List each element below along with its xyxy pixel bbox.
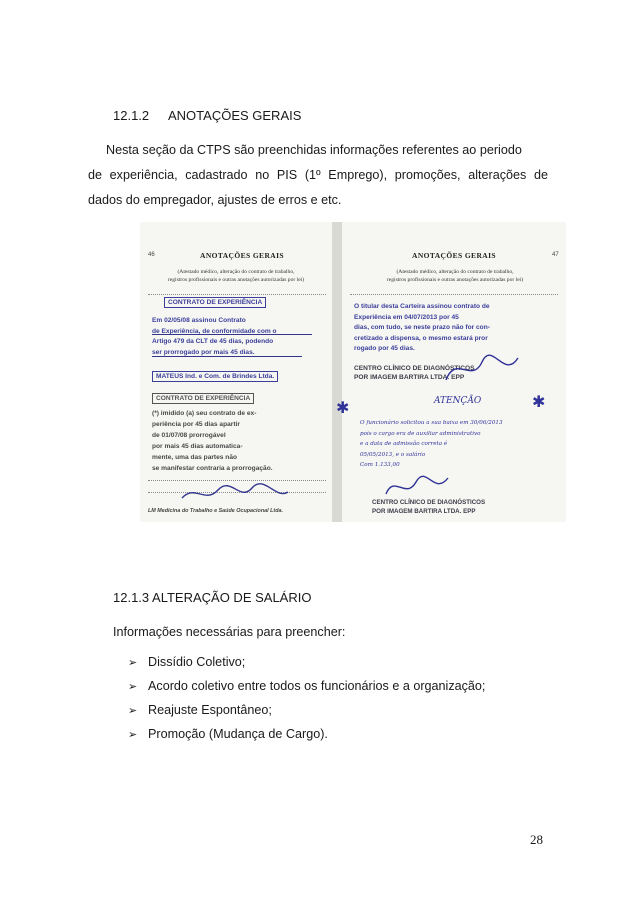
section-paragraph (88, 138, 548, 213)
asterisk-mark: ✱ (336, 398, 350, 417)
asterisk-mark: ✱ (532, 392, 546, 411)
experience-contract-stamp: O titular desta Carteira assinou contrato de Experiência em 04/07/2013 por 45 dias, com tudo, se neste prazo não for con- cretizado a dispensa, o mesmo estará pror rogado por 45 dias. (354, 303, 490, 353)
right-page-number: 47 (552, 252, 559, 258)
signature-squiggle (180, 480, 290, 506)
right-page-subtitle: (Atestado médico, alteração do contrato de trabalho, registros profissionais e outras anotações autorizadas por lei) (386, 269, 524, 283)
list-item: ➢ Reajuste Espontâneo; (128, 698, 485, 722)
section-number: 12.1.2 (113, 108, 150, 123)
paragraph-line: de experiência, cadastrado no PIS (1º Emprego), promoções, alterações de (88, 168, 548, 182)
salary-change-list (128, 650, 485, 746)
paragraph-line: Nesta seção da CTPS são preenchidas informações referentes ao periodo (106, 143, 522, 157)
right-arrowhead-icon: ➢ (128, 657, 138, 669)
left-page-title: ANOTAÇÕES GERAIS (200, 251, 284, 260)
list-item: ➢ Promoção (Mudança de Cargo). (128, 722, 485, 746)
signature-squiggle (442, 350, 522, 390)
list-item: ➢ Dissídio Coletivo; (128, 650, 485, 674)
right-arrowhead-icon: ➢ (128, 729, 138, 741)
right-arrowhead-icon: ➢ (128, 705, 138, 717)
paragraph-line: dados do empregador, ajustes de erros e etc. (88, 193, 342, 207)
clinic-stamp: CENTRO CLÍNICO DE DIAGNÓSTICOS POR IMAGEM BARTIRA LTDA. EPP (354, 365, 475, 381)
booklet-spine (332, 222, 342, 522)
company-stamp: MATEUS Ind. e Com. de Brindes Ltda. (152, 372, 278, 383)
page-number: 28 (530, 832, 543, 847)
section-title: ANOTAÇÕES GERAIS (168, 108, 302, 123)
contract-stamp: Em 02/05/08 assinou Contrato de Experiência, de conformidade com o Artigo 479 da CLT de 45 dias, podendo ser prorrogado por mais 45 dias. (152, 317, 277, 356)
left-page-number: 46 (148, 252, 155, 258)
ctps-booklet-photo (138, 218, 568, 526)
section-intro: Informações necessárias para preencher: (113, 625, 346, 639)
booklet-right-page (336, 222, 566, 522)
attention-note: ATENÇÃO (434, 396, 482, 406)
section-heading: 12.1.3 ALTERAÇÃO DE SALÁRIO (113, 590, 312, 605)
contract-heading-stamp: CONTRATO DE EXPERIÊNCIA (164, 298, 266, 309)
clinic-footer-stamp: CENTRO CLÍNICO DE DIAGNÓSTICOS POR IMAGEM BARTIRA LTDA. EPP (372, 499, 486, 515)
second-contract-stamp: (*) imidido (a) seu contrato de ex- periência por 45 dias apartir de 01/07/08 prorrogável por mais 45 dias automatica- mente, uma das partes não se manifestar contraria a prorrogação. (152, 410, 273, 472)
booklet-left-page (140, 222, 332, 522)
handwritten-note: O funcionário solicitou a sua baixa em 30/06/2013 pois o cargo era de auxiliar administrativo e a data de admissão correta é 05/05/2013, e o salário Com 1.133,00 (360, 420, 503, 469)
left-page-subtitle: (Atestado médico, alteração do contrato de trabalho, registros profissionais e outras anotações autorizadas por lei) (167, 269, 305, 283)
right-arrowhead-icon: ➢ (128, 681, 138, 693)
second-heading-stamp: CONTRATO DE EXPERIÊNCIA (152, 394, 254, 405)
list-item: ➢ Acordo coletivo entre todos os funcionários e a organização; (128, 674, 485, 698)
clinic-footer-stamp: LM Medicina do Trabalho e Saúde Ocupacional Ltda. (148, 508, 283, 514)
right-page-title: ANOTAÇÕES GERAIS (412, 251, 496, 260)
